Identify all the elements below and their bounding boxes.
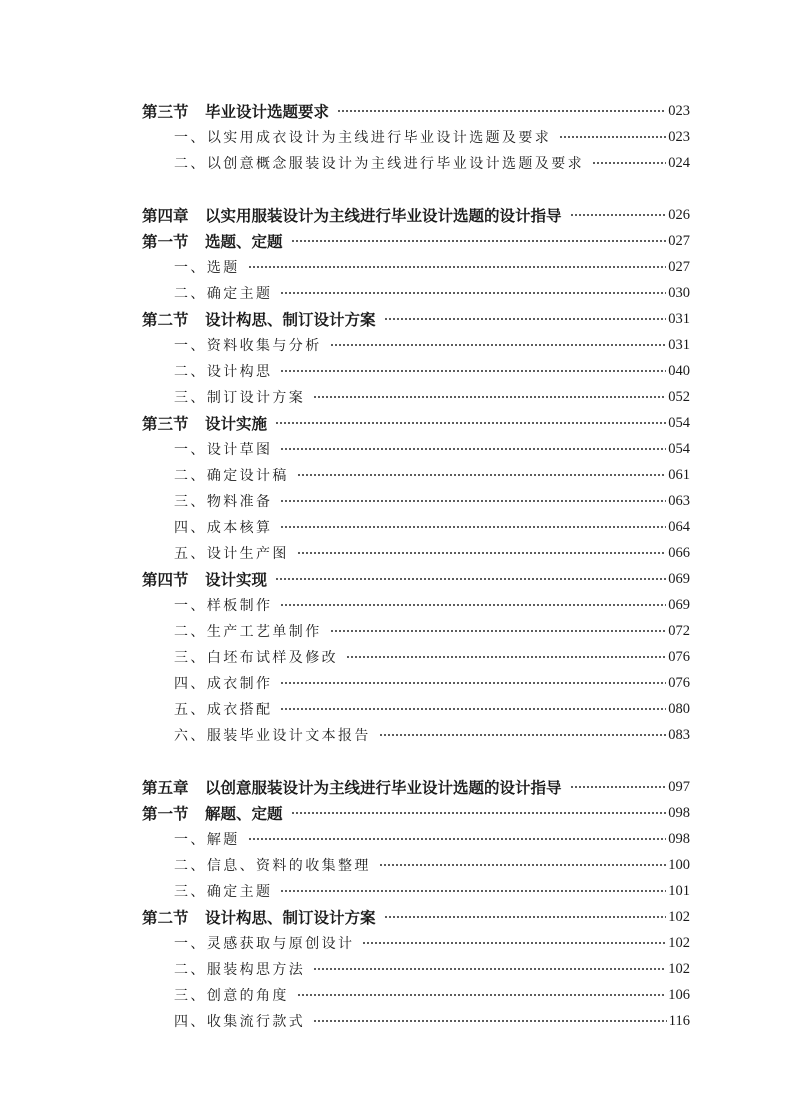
toc-title bbox=[142, 308, 376, 330]
toc-title bbox=[174, 387, 305, 407]
dot-leader bbox=[570, 786, 667, 788]
toc-number: 五、 bbox=[174, 546, 207, 562]
toc-page-number: 054 bbox=[668, 414, 690, 431]
toc-entry-row bbox=[174, 489, 690, 513]
toc-number: 二、 bbox=[174, 624, 207, 640]
toc-text: 设计实现 bbox=[205, 570, 268, 589]
toc-entry-row bbox=[174, 879, 690, 903]
toc-page-number: 031 bbox=[668, 310, 690, 327]
toc-title bbox=[174, 153, 584, 173]
toc-title bbox=[142, 412, 267, 434]
toc-text: 设计生产图 bbox=[206, 546, 289, 562]
toc-number: 第二节 bbox=[142, 908, 189, 927]
toc-title bbox=[174, 465, 289, 485]
toc-number: 四、 bbox=[174, 520, 207, 536]
toc-text: 信息、资料的收集整理 bbox=[206, 858, 371, 874]
toc-title bbox=[142, 100, 329, 122]
toc-title bbox=[142, 204, 562, 226]
toc-text: 成衣搭配 bbox=[206, 702, 273, 718]
dot-leader bbox=[248, 838, 667, 840]
toc-title bbox=[174, 439, 272, 459]
toc-entry-row bbox=[174, 697, 690, 721]
toc-page-number: 101 bbox=[668, 882, 690, 899]
dot-leader bbox=[280, 292, 666, 294]
dot-leader bbox=[379, 734, 666, 736]
toc-number: 第四节 bbox=[142, 570, 189, 589]
toc-page-number: 098 bbox=[668, 804, 690, 821]
toc-page-number: 076 bbox=[668, 648, 690, 665]
dot-leader bbox=[248, 266, 667, 268]
toc-entry-row bbox=[174, 593, 690, 617]
toc-title bbox=[174, 855, 371, 875]
toc-text: 确定设计稿 bbox=[206, 468, 289, 484]
toc-page-number: 027 bbox=[668, 232, 690, 249]
toc-entry-row bbox=[174, 463, 690, 487]
toc-page-number: 031 bbox=[668, 336, 690, 353]
toc-number: 一、 bbox=[174, 442, 207, 458]
dot-leader bbox=[384, 916, 667, 918]
toc-entry-row bbox=[174, 723, 690, 747]
dot-leader bbox=[280, 682, 666, 684]
dot-leader bbox=[313, 968, 666, 970]
toc-text: 制订设计方案 bbox=[206, 390, 306, 406]
dot-leader bbox=[297, 994, 666, 996]
toc-text: 服装毕业设计文本报告 bbox=[206, 728, 371, 744]
toc-entry-row bbox=[174, 333, 690, 357]
toc-text: 服装构思方法 bbox=[206, 962, 306, 978]
dot-leader bbox=[280, 448, 666, 450]
toc-number: 一、 bbox=[174, 832, 207, 848]
toc-number: 一、 bbox=[174, 338, 207, 354]
toc-title bbox=[174, 725, 371, 745]
toc-title bbox=[174, 127, 551, 147]
toc-entry-row bbox=[174, 151, 690, 175]
toc-entry-row bbox=[174, 515, 690, 539]
toc-number: 第一节 bbox=[142, 804, 189, 823]
toc-page-number: 072 bbox=[668, 622, 690, 639]
toc-text: 成本核算 bbox=[206, 520, 273, 536]
toc-number: 一、 bbox=[174, 598, 207, 614]
toc-title bbox=[174, 933, 354, 953]
dot-leader bbox=[280, 370, 666, 372]
toc-page-number: 097 bbox=[668, 778, 690, 795]
toc-title bbox=[174, 335, 322, 355]
toc-number: 第三节 bbox=[142, 102, 189, 121]
dot-leader bbox=[570, 214, 667, 216]
toc-text: 物料准备 bbox=[206, 494, 273, 510]
toc-page-number: 061 bbox=[668, 466, 690, 483]
toc-entry-row bbox=[174, 827, 690, 851]
toc-page-number: 026 bbox=[668, 206, 690, 223]
toc-text: 确定主题 bbox=[206, 286, 273, 302]
toc-entry-row bbox=[174, 671, 690, 695]
toc-entry-row bbox=[174, 385, 690, 409]
toc-page-number: 102 bbox=[668, 934, 690, 951]
toc-number: 三、 bbox=[174, 884, 207, 900]
dot-leader bbox=[280, 526, 666, 528]
toc-entry-row bbox=[174, 853, 690, 877]
toc-title bbox=[174, 647, 338, 667]
toc-text: 设计实施 bbox=[205, 414, 268, 433]
dot-leader bbox=[275, 578, 666, 580]
toc-number: 二、 bbox=[174, 962, 207, 978]
toc-page-number: 052 bbox=[668, 388, 690, 405]
dot-leader bbox=[330, 630, 667, 632]
toc-page-number: 064 bbox=[668, 518, 690, 535]
dot-leader bbox=[384, 318, 667, 320]
toc-title bbox=[174, 959, 305, 979]
toc-page-number: 040 bbox=[668, 362, 690, 379]
toc-page-number: 030 bbox=[668, 284, 690, 301]
dot-leader bbox=[330, 344, 667, 346]
toc-page-number: 106 bbox=[668, 986, 690, 1003]
toc-title bbox=[174, 257, 240, 277]
dot-leader bbox=[313, 396, 666, 398]
dot-leader bbox=[291, 812, 667, 814]
toc-heading-row bbox=[142, 567, 690, 591]
toc-text: 创意的角度 bbox=[206, 988, 289, 1004]
toc-title bbox=[174, 491, 272, 511]
dot-leader bbox=[297, 552, 666, 554]
toc-page-number: 102 bbox=[668, 960, 690, 977]
toc-entry-row bbox=[174, 983, 690, 1007]
toc-title bbox=[174, 985, 289, 1005]
toc-number: 五、 bbox=[174, 702, 207, 718]
dot-leader bbox=[280, 604, 666, 606]
toc-entry-row bbox=[174, 281, 690, 305]
toc-text: 生产工艺单制作 bbox=[206, 624, 322, 640]
dot-leader bbox=[280, 708, 666, 710]
toc-number: 一、 bbox=[174, 936, 207, 952]
dot-leader bbox=[559, 136, 666, 138]
toc-heading-row bbox=[142, 203, 690, 227]
toc-heading-row bbox=[142, 307, 690, 331]
toc-number: 三、 bbox=[174, 988, 207, 1004]
toc-title bbox=[174, 673, 272, 693]
toc-text: 解题 bbox=[206, 832, 240, 848]
toc-number: 一、 bbox=[174, 130, 207, 146]
toc-number: 二、 bbox=[174, 286, 207, 302]
toc-entry-row bbox=[174, 1009, 690, 1033]
toc-number: 第三节 bbox=[142, 414, 189, 433]
toc-text: 收集流行款式 bbox=[206, 1014, 306, 1030]
dot-leader bbox=[313, 1020, 667, 1022]
toc-number: 二、 bbox=[174, 468, 207, 484]
toc-title bbox=[142, 906, 376, 928]
toc-text: 设计构思、制订设计方案 bbox=[205, 310, 376, 329]
toc-title bbox=[174, 829, 240, 849]
toc-title bbox=[174, 1011, 305, 1031]
toc-number: 四、 bbox=[174, 676, 207, 692]
toc-heading-row bbox=[142, 229, 690, 253]
toc-heading-row bbox=[142, 905, 690, 929]
toc-text: 确定主题 bbox=[206, 884, 273, 900]
toc-number: 六、 bbox=[174, 728, 207, 744]
toc-number: 四、 bbox=[174, 1014, 207, 1030]
toc-title bbox=[174, 517, 272, 537]
toc-text: 以实用成衣设计为主线进行毕业设计选题及要求 bbox=[206, 130, 552, 146]
toc-title bbox=[174, 699, 272, 719]
toc-number: 一、 bbox=[174, 260, 207, 276]
toc-text: 灵感获取与原创设计 bbox=[206, 936, 355, 952]
toc-number: 第一节 bbox=[142, 232, 189, 251]
toc-entry-row bbox=[174, 255, 690, 279]
toc-heading-row bbox=[142, 801, 690, 825]
toc-title bbox=[174, 881, 272, 901]
toc-page-number: 023 bbox=[668, 102, 690, 119]
toc-page-number: 069 bbox=[668, 596, 690, 613]
toc-number: 二、 bbox=[174, 858, 207, 874]
toc-text: 设计构思 bbox=[206, 364, 273, 380]
toc-text: 选题、定题 bbox=[205, 232, 283, 251]
toc-page-number: 076 bbox=[668, 674, 690, 691]
toc-text: 成衣制作 bbox=[206, 676, 273, 692]
toc-text: 解题、定题 bbox=[205, 804, 283, 823]
dot-leader bbox=[592, 162, 666, 164]
dot-leader bbox=[291, 240, 667, 242]
toc-page-number: 116 bbox=[668, 1012, 690, 1029]
toc-heading-row bbox=[142, 99, 690, 123]
toc-title bbox=[174, 621, 322, 641]
toc-heading-row bbox=[142, 411, 690, 435]
toc-page-number: 102 bbox=[668, 908, 690, 925]
dot-leader bbox=[280, 500, 666, 502]
toc-entry-row bbox=[174, 645, 690, 669]
toc-page-number: 063 bbox=[668, 492, 690, 509]
toc-page-number: 100 bbox=[668, 856, 690, 873]
toc-number: 三、 bbox=[174, 494, 207, 510]
toc-page-number: 098 bbox=[668, 830, 690, 847]
toc-text: 以实用服装设计为主线进行毕业设计选题的设计指导 bbox=[205, 206, 562, 225]
toc-entry-row bbox=[174, 541, 690, 565]
dot-leader bbox=[362, 942, 666, 944]
toc-title bbox=[142, 776, 562, 798]
toc-title bbox=[174, 543, 289, 563]
dot-leader bbox=[275, 422, 666, 424]
toc-number: 二、 bbox=[174, 364, 207, 380]
toc-title bbox=[142, 802, 283, 824]
toc-title bbox=[174, 361, 272, 381]
toc-page-number: 024 bbox=[668, 154, 690, 171]
toc-title bbox=[142, 230, 283, 252]
toc-page-number: 083 bbox=[668, 726, 690, 743]
toc-page-number: 054 bbox=[668, 440, 690, 457]
toc-number: 第五章 bbox=[142, 778, 189, 797]
dot-leader bbox=[379, 864, 666, 866]
toc-page-number: 080 bbox=[668, 700, 690, 717]
toc-page-number: 027 bbox=[668, 258, 690, 275]
toc-number: 第二节 bbox=[142, 310, 189, 329]
toc-text: 白坯布试样及修改 bbox=[206, 650, 339, 666]
toc-text: 样板制作 bbox=[206, 598, 273, 614]
toc-text: 设计构思、制订设计方案 bbox=[205, 908, 376, 927]
toc-page-number: 069 bbox=[668, 570, 690, 587]
toc-entry-row bbox=[174, 359, 690, 383]
dot-leader bbox=[297, 474, 666, 476]
toc-entry-row bbox=[174, 619, 690, 643]
toc-title bbox=[142, 568, 267, 590]
toc-text: 设计草图 bbox=[206, 442, 273, 458]
toc-text: 选题 bbox=[206, 260, 240, 276]
toc-title bbox=[174, 595, 272, 615]
toc-text: 以创意服装设计为主线进行毕业设计选题的设计指导 bbox=[205, 778, 562, 797]
dot-leader bbox=[280, 890, 666, 892]
toc-entry-row bbox=[174, 957, 690, 981]
toc-text: 资料收集与分析 bbox=[206, 338, 322, 354]
toc-number: 三、 bbox=[174, 390, 207, 406]
dot-leader bbox=[337, 110, 666, 112]
toc-title bbox=[174, 283, 272, 303]
dot-leader bbox=[346, 656, 666, 658]
toc-entry-row bbox=[174, 125, 690, 149]
toc-entry-row bbox=[174, 931, 690, 955]
toc-number: 二、 bbox=[174, 156, 207, 172]
toc-page-number: 023 bbox=[668, 128, 690, 145]
toc-page-number: 066 bbox=[668, 544, 690, 561]
toc-number: 三、 bbox=[174, 650, 207, 666]
toc-text: 以创意概念服装设计为主线进行毕业设计选题及要求 bbox=[206, 156, 585, 172]
toc-text: 毕业设计选题要求 bbox=[205, 102, 330, 121]
toc-heading-row bbox=[142, 775, 690, 799]
toc-number: 第四章 bbox=[142, 206, 189, 225]
toc-entry-row bbox=[174, 437, 690, 461]
